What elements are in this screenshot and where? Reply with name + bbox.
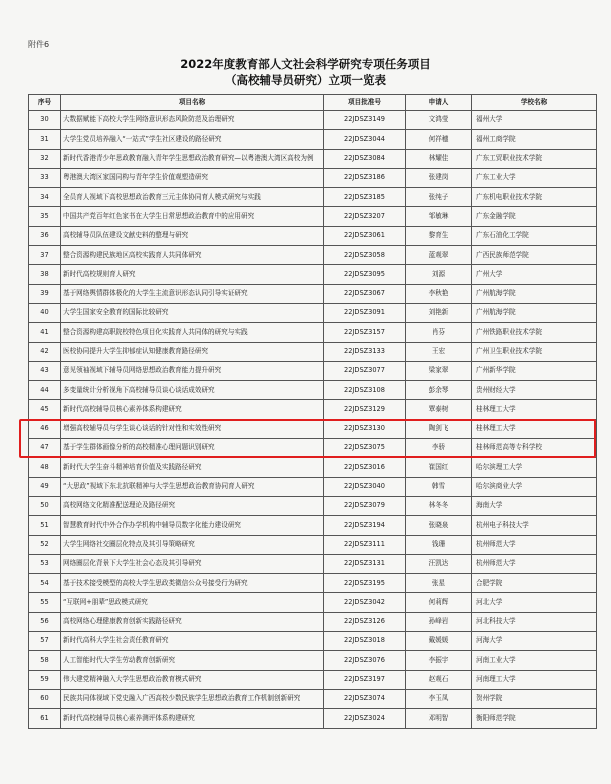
cell-seq: 32 xyxy=(29,149,61,168)
cell-seq: 46 xyxy=(29,419,61,438)
cell-applicant: 黎育生 xyxy=(406,226,472,245)
cell-applicant: 李玉凤 xyxy=(406,689,472,708)
cell-project-name: 基于学生群体画像分析的高校精准心理问题识别研究 xyxy=(61,439,324,458)
table-row xyxy=(29,477,597,496)
cell-school: 广州航海学院 xyxy=(472,284,597,303)
cell-school: 杭州师范大学 xyxy=(472,535,597,554)
cell-school: 桂林理工大学 xyxy=(472,400,597,419)
cell-applicant: 李骄 xyxy=(406,439,472,458)
cell-school: 河南工业大学 xyxy=(472,651,597,670)
table-row xyxy=(29,207,597,226)
cell-seq: 43 xyxy=(29,361,61,380)
cell-approval-no: 22JDSZ3126 xyxy=(324,612,406,631)
cell-school: 合肥学院 xyxy=(472,574,597,593)
cell-project-name: “大思政”视域下东北抗联精神与大学生思想政治教育协同育人研究 xyxy=(61,477,324,496)
cell-school: 河南理工大学 xyxy=(472,670,597,689)
cell-approval-no: 22JDSZ3024 xyxy=(324,709,406,728)
cell-applicant: 蓝观翠 xyxy=(406,246,472,265)
cell-approval-no: 22JDSZ3075 xyxy=(324,439,406,458)
cell-applicant: 邹敏琳 xyxy=(406,207,472,226)
cell-approval-no: 22JDSZ3042 xyxy=(324,593,406,612)
cell-approval-no: 22JDSZ3044 xyxy=(324,130,406,149)
cell-seq: 35 xyxy=(29,207,61,226)
cell-project-name: 高校辅导员队伍建设文献史料的整理与研究 xyxy=(61,226,324,245)
cell-seq: 40 xyxy=(29,303,61,322)
cell-seq: 30 xyxy=(29,111,61,130)
cell-project-name: 新时代高科大学生社会责任教育研究 xyxy=(61,632,324,651)
table-row xyxy=(29,188,597,207)
cell-school: 广东金融学院 xyxy=(472,207,597,226)
cell-approval-no: 22JDSZ3079 xyxy=(324,496,406,515)
cell-school: 杭州电子科技大学 xyxy=(472,516,597,535)
table-row xyxy=(29,284,597,303)
cell-approval-no: 22JDSZ3129 xyxy=(324,400,406,419)
table-row xyxy=(29,612,597,631)
cell-project-name: 基于网络舆情群体极化的大学生主流意识形态认同引导实证研究 xyxy=(61,284,324,303)
cell-applicant: 刘源 xyxy=(406,265,472,284)
cell-project-name: 意见领袖视域下辅导员网络思想政治教育能力提升研究 xyxy=(61,361,324,380)
table-row xyxy=(29,458,597,477)
cell-applicant: 汪凯达 xyxy=(406,554,472,573)
cell-approval-no: 22JDSZ3016 xyxy=(324,458,406,477)
cell-approval-no: 22JDSZ3091 xyxy=(324,303,406,322)
cell-applicant: 邓明智 xyxy=(406,709,472,728)
table-row xyxy=(29,246,597,265)
cell-approval-no: 22JDSZ3185 xyxy=(324,188,406,207)
cell-project-name: 新时代大学生奋斗精神培育价值及实践路径研究 xyxy=(61,458,324,477)
cell-applicant: 张晓泉 xyxy=(406,516,472,535)
cell-project-name: 高校网络文化精准配送理论及路径研究 xyxy=(61,496,324,515)
cell-approval-no: 22JDSZ3157 xyxy=(324,323,406,342)
document-title: 2022年度教育部人文社会科学研究专项任务项目 xyxy=(180,57,431,71)
cell-school: 广州大学 xyxy=(472,265,597,284)
table-row xyxy=(29,419,597,438)
col-header-project-name: 项目名称 xyxy=(61,95,324,111)
cell-school: 哈尔滨商业大学 xyxy=(472,477,597,496)
cell-seq: 42 xyxy=(29,342,61,361)
cell-approval-no: 22JDSZ3131 xyxy=(324,554,406,573)
cell-project-name: 智慧教育时代中外合作办学机构中辅导员数字化能力建设研究 xyxy=(61,516,324,535)
cell-seq: 44 xyxy=(29,381,61,400)
cell-applicant: 刘艳新 xyxy=(406,303,472,322)
cell-school: 福州大学 xyxy=(472,111,597,130)
cell-seq: 61 xyxy=(29,709,61,728)
cell-school: 广州铁路职业技术学院 xyxy=(472,323,597,342)
cell-applicant: 戴媛媛 xyxy=(406,632,472,651)
cell-approval-no: 22JDSZ3111 xyxy=(324,535,406,554)
cell-school: 广西民族师范学院 xyxy=(472,246,597,265)
cell-approval-no: 22JDSZ3108 xyxy=(324,381,406,400)
col-header-approval-no: 项目批准号 xyxy=(324,95,406,111)
cell-project-name: 粤港澳大湾区家国同构与青年学生价值观塑造研究 xyxy=(61,168,324,187)
cell-seq: 60 xyxy=(29,689,61,708)
table-row xyxy=(29,400,597,419)
cell-school: 杭州师范大学 xyxy=(472,554,597,573)
table-header-row xyxy=(29,95,597,111)
cell-seq: 52 xyxy=(29,535,61,554)
cell-approval-no: 22JDSZ3040 xyxy=(324,477,406,496)
table-row xyxy=(29,651,597,670)
cell-school: 贵州财经大学 xyxy=(472,381,597,400)
cell-seq: 54 xyxy=(29,574,61,593)
cell-school: 广州卫生职业技术学院 xyxy=(472,342,597,361)
table-row xyxy=(29,709,597,728)
cell-seq: 34 xyxy=(29,188,61,207)
cell-project-name: 整合资源构建民族地区高校实践育人共同体研究 xyxy=(61,246,324,265)
cell-applicant: 覃泰树 xyxy=(406,400,472,419)
cell-applicant: 张纯子 xyxy=(406,188,472,207)
cell-project-name: 新时代高校辅导员核心素养测评体系构建研究 xyxy=(61,709,324,728)
cell-applicant: 陶剑飞 xyxy=(406,419,472,438)
table-row xyxy=(29,496,597,515)
cell-school: 广东工贸职业技术学院 xyxy=(472,149,597,168)
cell-project-name: 新时代高校辅导员核心素养体系构建研究 xyxy=(61,400,324,419)
cell-applicant: 赵观石 xyxy=(406,670,472,689)
table-row xyxy=(29,342,597,361)
cell-seq: 37 xyxy=(29,246,61,265)
cell-project-name: 人工智能时代大学生劳动教育创新研究 xyxy=(61,651,324,670)
cell-seq: 39 xyxy=(29,284,61,303)
cell-project-name: 多变量统计分析视角下高校辅导员谈心谈话成效研究 xyxy=(61,381,324,400)
cell-approval-no: 22JDSZ3130 xyxy=(324,419,406,438)
cell-approval-no: 22JDSZ3186 xyxy=(324,168,406,187)
cell-approval-no: 22JDSZ3195 xyxy=(324,574,406,593)
cell-project-name: 网络圈层化背景下大学生社会心态及其引导研究 xyxy=(61,554,324,573)
cell-school: 河海大学 xyxy=(472,632,597,651)
cell-project-name: 医校协同提升大学生抑郁症认知健康教育路径研究 xyxy=(61,342,324,361)
cell-seq: 41 xyxy=(29,323,61,342)
cell-school: 衡阳师范学院 xyxy=(472,709,597,728)
cell-project-name: 新时代高校规则育人研究 xyxy=(61,265,324,284)
cell-approval-no: 22JDSZ3058 xyxy=(324,246,406,265)
cell-seq: 31 xyxy=(29,130,61,149)
cell-seq: 48 xyxy=(29,458,61,477)
table-row xyxy=(29,226,597,245)
cell-school: 广州航海学院 xyxy=(472,303,597,322)
cell-seq: 59 xyxy=(29,670,61,689)
cell-school: 福州工商学院 xyxy=(472,130,597,149)
cell-seq: 45 xyxy=(29,400,61,419)
cell-project-name: 大学生网络社交圈层化特点及其引导策略研究 xyxy=(61,535,324,554)
cell-applicant: 肖芬 xyxy=(406,323,472,342)
table-row xyxy=(29,265,597,284)
table-row xyxy=(29,149,597,168)
cell-seq: 53 xyxy=(29,554,61,573)
table-row xyxy=(29,381,597,400)
cell-project-name: 基于技术接受模型的高校大学生思政类微信公众号接受行为研究 xyxy=(61,574,324,593)
table-row xyxy=(29,111,597,130)
cell-applicant: 孙峰岩 xyxy=(406,612,472,631)
cell-seq: 50 xyxy=(29,496,61,515)
cell-project-name: 中国共产党百年红色家书在大学生日常思想政治教育中的应用研究 xyxy=(61,207,324,226)
table-row xyxy=(29,535,597,554)
cell-approval-no: 22JDSZ3067 xyxy=(324,284,406,303)
document-subtitle: （高校辅导员研究）立项一览表 xyxy=(225,73,386,87)
cell-approval-no: 22JDSZ3084 xyxy=(324,149,406,168)
cell-applicant: 崔国红 xyxy=(406,458,472,477)
project-table xyxy=(28,94,597,729)
cell-applicant: 张星 xyxy=(406,574,472,593)
cell-project-name: 民族共同体视域下党史融入广西高校少数民族学生思想政治教育工作机制创新研究 xyxy=(61,689,324,708)
table-row xyxy=(29,554,597,573)
table-row xyxy=(29,689,597,708)
attachment-label: 附件6 xyxy=(28,40,50,49)
cell-project-name: 新时代香港青少年思政教育融入青年学生思想政治教育研究—以粤港澳大湾区高校为例 xyxy=(61,149,324,168)
table-row xyxy=(29,130,597,149)
cell-project-name: 全员育人视域下高校思想政治教育三元主体协同育人模式研究与实践 xyxy=(61,188,324,207)
cell-project-name: 整合资源构建高职院校特色项目化实践育人共同体的研究与实践 xyxy=(61,323,324,342)
cell-applicant: 李振宇 xyxy=(406,651,472,670)
cell-project-name: 大数据赋能下高校大学生网络意识形态风险防范及治理研究 xyxy=(61,111,324,130)
cell-approval-no: 22JDSZ3197 xyxy=(324,670,406,689)
cell-seq: 47 xyxy=(29,439,61,458)
cell-school: 广东工业大学 xyxy=(472,168,597,187)
cell-seq: 58 xyxy=(29,651,61,670)
cell-applicant: 梁家翠 xyxy=(406,361,472,380)
cell-applicant: 钱珊 xyxy=(406,535,472,554)
table-row xyxy=(29,303,597,322)
cell-applicant: 林耀佳 xyxy=(406,149,472,168)
cell-project-name: “互联网+朋辈”思政模式研究 xyxy=(61,593,324,612)
cell-seq: 49 xyxy=(29,477,61,496)
cell-school: 河北大学 xyxy=(472,593,597,612)
cell-seq: 55 xyxy=(29,593,61,612)
cell-approval-no: 22JDSZ3095 xyxy=(324,265,406,284)
cell-school: 哈尔滨理工大学 xyxy=(472,458,597,477)
table-row xyxy=(29,323,597,342)
cell-project-name: 伟大建党精神融入大学生思想政治教育模式研究 xyxy=(61,670,324,689)
cell-school: 河北科技大学 xyxy=(472,612,597,631)
cell-applicant: 文鸿莹 xyxy=(406,111,472,130)
table-row xyxy=(29,670,597,689)
cell-school: 广州新华学院 xyxy=(472,361,597,380)
cell-school: 海南大学 xyxy=(472,496,597,515)
table-row xyxy=(29,632,597,651)
cell-applicant: 彭余琴 xyxy=(406,381,472,400)
cell-seq: 56 xyxy=(29,612,61,631)
cell-school: 贺州学院 xyxy=(472,689,597,708)
table-row xyxy=(29,593,597,612)
table-row xyxy=(29,574,597,593)
cell-approval-no: 22JDSZ3133 xyxy=(324,342,406,361)
col-header-seq: 序号 xyxy=(29,95,61,111)
cell-approval-no: 22JDSZ3018 xyxy=(324,632,406,651)
cell-seq: 38 xyxy=(29,265,61,284)
cell-applicant: 韩雪 xyxy=(406,477,472,496)
cell-school: 桂林师范高等专科学校 xyxy=(472,439,597,458)
table-row xyxy=(29,168,597,187)
cell-seq: 51 xyxy=(29,516,61,535)
cell-project-name: 大学生党员培养融入“一站式”学生社区建设的路径研究 xyxy=(61,130,324,149)
cell-applicant: 何莉辉 xyxy=(406,593,472,612)
cell-applicant: 何祥穗 xyxy=(406,130,472,149)
table-row xyxy=(29,361,597,380)
cell-approval-no: 22JDSZ3149 xyxy=(324,111,406,130)
cell-project-name: 增强高校辅导员与学生谈心谈话的针对性和实效性研究 xyxy=(61,419,324,438)
cell-approval-no: 22JDSZ3077 xyxy=(324,361,406,380)
cell-project-name: 大学生国家安全教育的国际比较研究 xyxy=(61,303,324,322)
cell-applicant: 张建岗 xyxy=(406,168,472,187)
cell-applicant: 林冬冬 xyxy=(406,496,472,515)
cell-school: 广东石油化工学院 xyxy=(472,226,597,245)
cell-seq: 57 xyxy=(29,632,61,651)
table-row xyxy=(29,516,597,535)
col-header-applicant: 申请人 xyxy=(406,95,472,111)
cell-seq: 36 xyxy=(29,226,61,245)
cell-school: 广东机电职业技术学院 xyxy=(472,188,597,207)
cell-approval-no: 22JDSZ3074 xyxy=(324,689,406,708)
cell-project-name: 高校网络心理健康教育创新实践路径研究 xyxy=(61,612,324,631)
cell-approval-no: 22JDSZ3061 xyxy=(324,226,406,245)
cell-school: 桂林理工大学 xyxy=(472,419,597,438)
cell-seq: 33 xyxy=(29,168,61,187)
cell-approval-no: 22JDSZ3194 xyxy=(324,516,406,535)
cell-applicant: 李秋艳 xyxy=(406,284,472,303)
cell-approval-no: 22JDSZ3076 xyxy=(324,651,406,670)
cell-applicant: 王宏 xyxy=(406,342,472,361)
cell-approval-no: 22JDSZ3207 xyxy=(324,207,406,226)
col-header-school: 学校名称 xyxy=(472,95,597,111)
table-row xyxy=(29,439,597,458)
